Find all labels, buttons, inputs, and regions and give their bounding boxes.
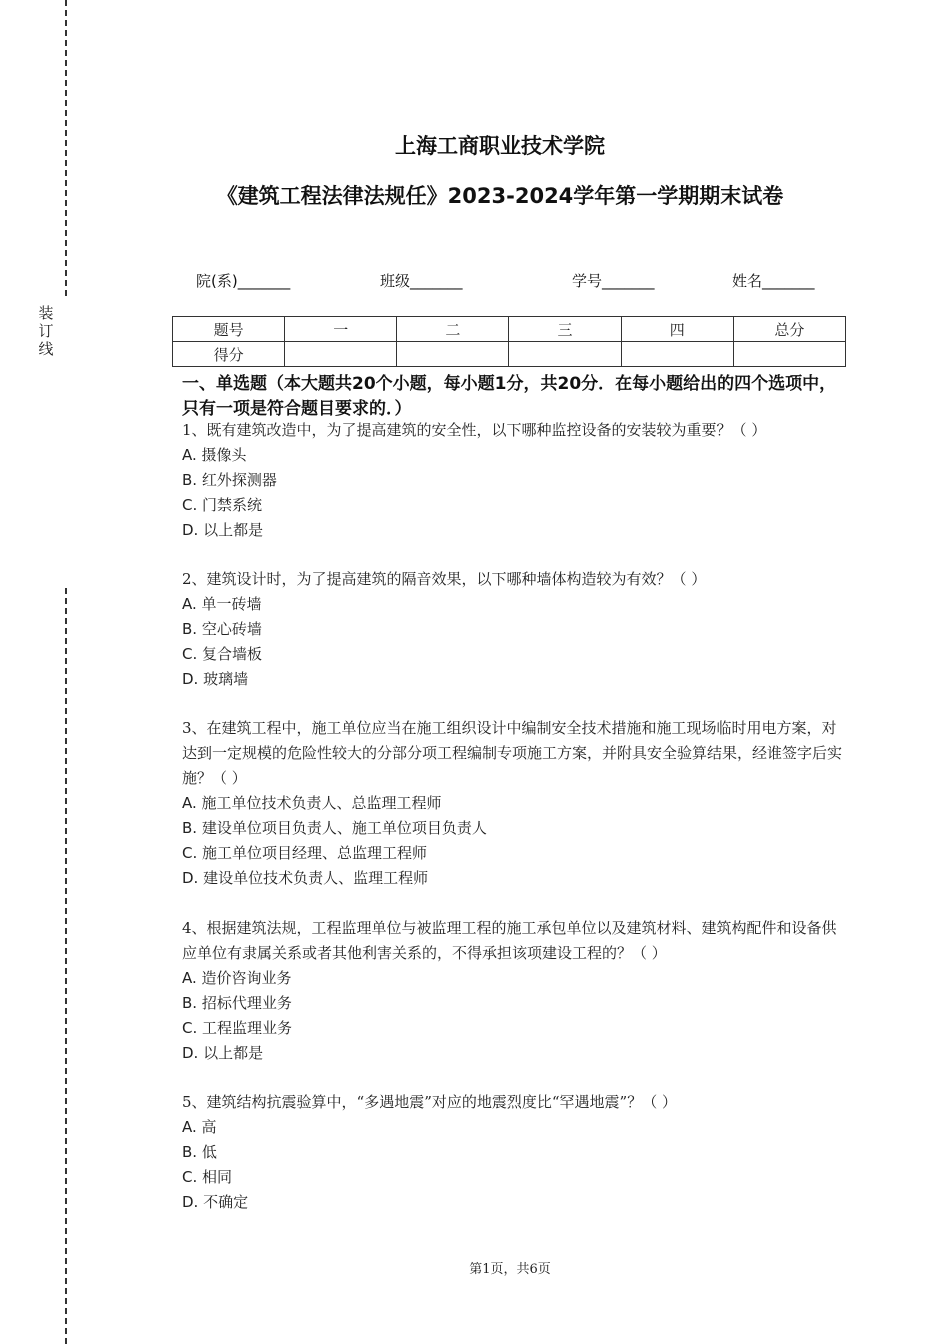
option-c: C. 施工单位项目经理、总监理工程师: [182, 844, 428, 862]
question-5: [182, 1090, 842, 1215]
score-table-header-row: [173, 317, 846, 342]
score-cell: [621, 342, 733, 367]
option-d: D. 不确定: [182, 1193, 249, 1211]
question-3: [182, 716, 842, 891]
school-name: 上海工商职业技术学院: [395, 134, 605, 158]
question-stem: 3、在建筑工程中，施工单位应当在施工组织设计中编制安全技术措施和施工现场临时用电方案，对达到一定规模的危险性较大的分部分项工程编制专项施工方案，并附具安全验算结果，经谁签字后实施？（ ）: [182, 719, 843, 787]
option-b: B. 建设单位项目负责人、施工单位项目负责人: [182, 819, 487, 837]
option-c: C. 工程监理业务: [182, 1019, 293, 1037]
score-cell: 三: [509, 317, 621, 342]
score-cell: 二: [397, 317, 509, 342]
question-stem: 5、建筑结构抗震验算中，“多遇地震”对应的地震烈度比“罕遇地震”？（ ）: [182, 1093, 677, 1111]
question-1: [182, 418, 842, 543]
score-cell: [285, 342, 397, 367]
name-field: 姓名_______: [732, 272, 815, 290]
exam-title: 《建筑工程法律法规任》2023-2024学年第一学期期末试卷: [216, 184, 784, 208]
score-cell: 总分: [733, 317, 845, 342]
page-number: 第1页，共6页: [469, 1262, 551, 1277]
option-b: B. 红外探测器: [182, 471, 277, 489]
option-d: D. 以上都是: [182, 1044, 264, 1062]
option-d: D. 建设单位技术负责人、监理工程师: [182, 869, 429, 887]
score-cell: [733, 342, 845, 367]
class-field: 班级_______: [380, 272, 463, 290]
option-b: B. 低: [182, 1143, 217, 1161]
score-cell: [509, 342, 621, 367]
option-a: A. 施工单位技术负责人、总监理工程师: [182, 794, 442, 812]
question-stem: 2、建筑设计时，为了提高建筑的隔音效果，以下哪种墙体构造较为有效？（ ）: [182, 570, 707, 588]
section-heading: 一、单选题（本大题共20个小题，每小题1分，共20分．在每小题给出的四个选项中，只有一项是符合题目要求的．）: [182, 374, 837, 419]
option-a: A. 高: [182, 1118, 217, 1136]
department-field: 院(系)_______: [196, 272, 291, 290]
question-2: [182, 567, 842, 692]
binding-line-bottom: [65, 588, 67, 1344]
score-cell: 题号: [173, 317, 285, 342]
question-stem: 1、既有建筑改造中，为了提高建筑的安全性，以下哪种监控设备的安装较为重要？（ ）: [182, 421, 767, 439]
score-cell: 四: [621, 317, 733, 342]
score-cell: 一: [285, 317, 397, 342]
option-d: D. 以上都是: [182, 521, 264, 539]
score-cell: [397, 342, 509, 367]
option-b: B. 招标代理业务: [182, 994, 292, 1012]
score-table-score-row: [173, 342, 846, 367]
question-4: [182, 916, 842, 1066]
option-c: C. 门禁系统: [182, 496, 263, 514]
score-cell: 得分: [173, 342, 285, 367]
option-b: B. 空心砖墙: [182, 620, 262, 638]
score-table: [172, 316, 846, 367]
option-c: C. 复合墙板: [182, 645, 263, 663]
option-d: D. 玻璃墙: [182, 670, 249, 688]
binding-label: 装订线: [38, 304, 54, 358]
option-a: A. 造价咨询业务: [182, 969, 292, 987]
option-a: A. 单一砖墙: [182, 595, 262, 613]
option-a: A. 摄像头: [182, 446, 247, 464]
question-stem: 4、根据建筑法规，工程监理单位与被监理工程的施工承包单位以及建筑材料、建筑构配件和设备供应单位有隶属关系或者其他利害关系的，不得承担该项建设工程的？（ ）: [182, 919, 837, 962]
student-id-field: 学号_______: [572, 272, 655, 290]
option-c: C. 相同: [182, 1168, 233, 1186]
